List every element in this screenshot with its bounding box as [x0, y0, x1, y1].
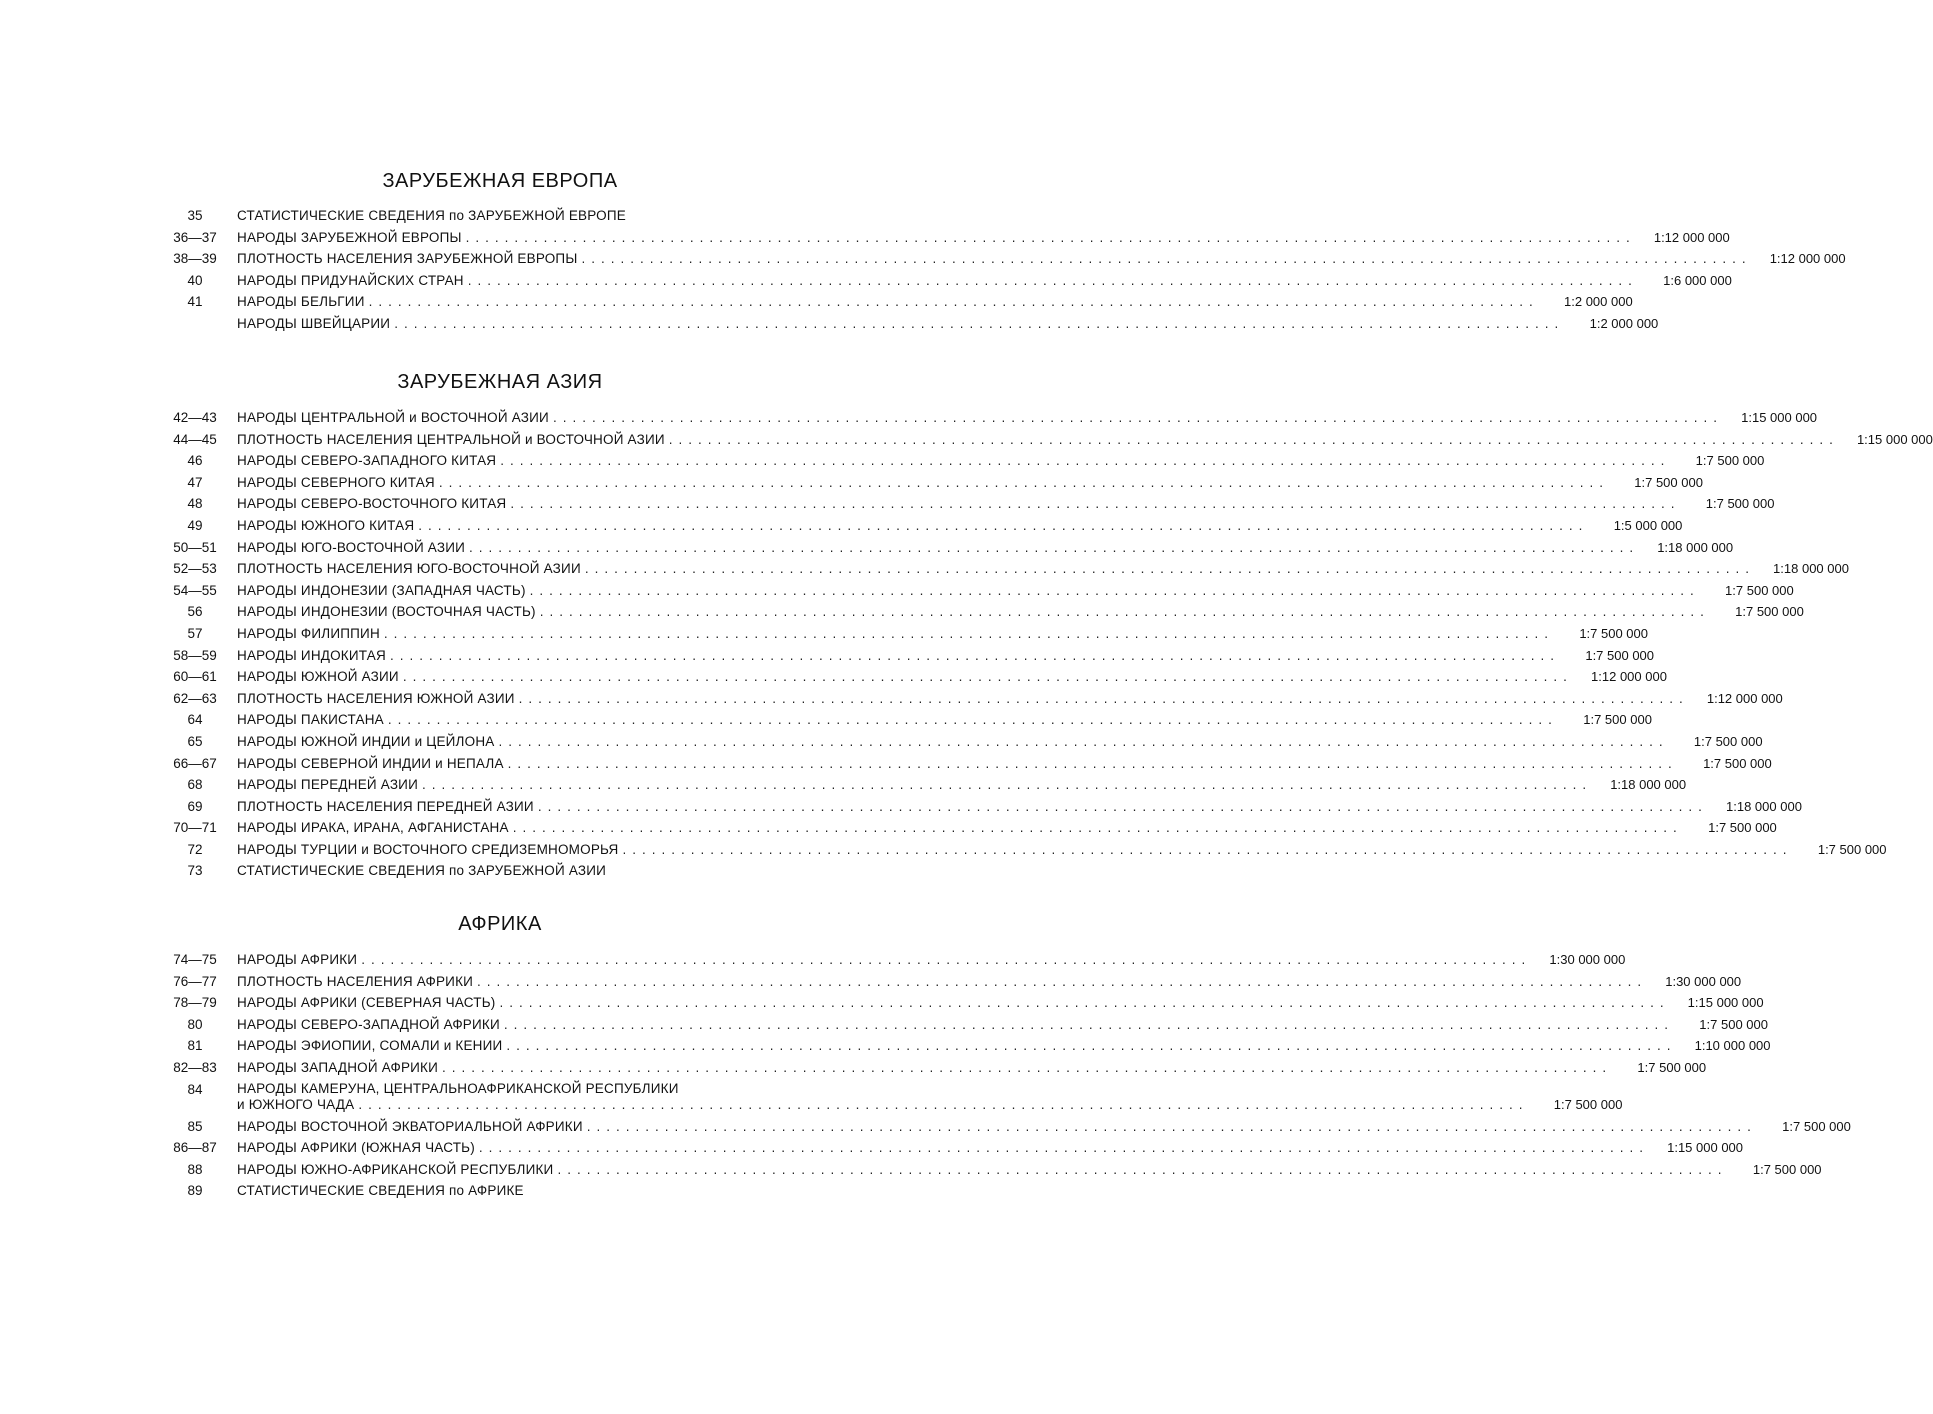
toc-row: [160, 472, 1703, 494]
dot-leader: ........................................................................................................................: [422, 777, 1593, 793]
dot-leader: ........................................................................................................................: [499, 995, 1670, 1011]
dot-leader: ........................................................................................................................: [477, 973, 1648, 989]
entry-title: НАРОДЫ ЗАРУБЕЖНОЙ ЕВРОПЫ: [237, 229, 462, 245]
entry-title: НАРОДЫ ИНДОКИТАЯ: [237, 647, 386, 663]
dot-leader: ........................................................................................................................: [581, 251, 1752, 267]
entry-title: ПЛОТНОСТЬ НАСЕЛЕНИЯ ЮЖНОЙ АЗИИ: [237, 690, 515, 706]
map-scale: 1:15 000 000: [1856, 431, 1933, 447]
entry-title: НАРОДЫ ИНДОНЕЗИИ (ЗАПАДНАЯ ЧАСТЬ): [237, 582, 526, 598]
map-scale: 1:7 500 000: [1579, 625, 1648, 641]
page-number: 81: [187, 1038, 203, 1054]
entry-title: НАРОДЫ КАМЕРУНА, ЦЕНТРАЛЬНОАФРИКАНСКОЙ РЕСПУБЛИКИ: [237, 1080, 679, 1096]
toc-row: [160, 601, 1804, 623]
page-number: 56: [187, 604, 203, 620]
page-number: 62—63: [173, 690, 217, 706]
entry-title: НАРОДЫ ИРАКА, ИРАНА, АФГАНИСТАНА: [237, 820, 509, 836]
page-number: 44—45: [173, 431, 217, 447]
dot-leader: ........................................................................................................................: [529, 582, 1700, 598]
dot-leader: ........................................................................................................................: [622, 841, 1793, 857]
toc-row: [160, 688, 1783, 710]
map-scale: 1:12 000 000: [1769, 251, 1846, 267]
page-number: 80: [187, 1016, 203, 1032]
dot-leader: ........................................................................................................................: [358, 1096, 1529, 1112]
dot-leader: ........................................................................................................................: [539, 604, 1710, 620]
page-number: 68: [187, 777, 203, 793]
section-heading-africa: АФРИКА: [458, 913, 542, 935]
toc-list-africa: [160, 949, 1851, 1202]
entry-title: НАРОДЫ СЕВЕРО-ВОСТОЧНОГО КИТАЯ: [237, 496, 507, 512]
page-number: 35: [187, 208, 203, 223]
page-number: 50—51: [173, 539, 217, 555]
page-number: 38—39: [173, 251, 217, 267]
entry-title: НАРОДЫ АФРИКИ (СЕВЕРНАЯ ЧАСТЬ): [237, 995, 496, 1011]
dot-leader: ........................................................................................................................: [498, 733, 1669, 749]
dot-leader: ........................................................................................................................: [389, 647, 1561, 663]
map-scale: 1:2 000 000: [1564, 294, 1633, 310]
page-number: 85: [187, 1118, 203, 1134]
map-scale: 1:18 000 000: [1726, 798, 1802, 814]
dot-leader: ........................................................................................................................: [503, 1016, 1674, 1032]
entry-title: НАРОДЫ СЕВЕРНОГО КИТАЯ: [237, 474, 435, 490]
entry-title: НАРОДЫ СЕВЕРО-ЗАПАДНОГО КИТАЯ: [237, 453, 497, 469]
map-scale: 1:7 500 000: [1817, 841, 1887, 857]
entry-title: НАРОДЫ АФРИКИ: [237, 952, 358, 967]
dot-leader: ........................................................................................................................: [518, 690, 1689, 706]
section-heading-europe: ЗАРУБЕЖНАЯ ЕВРОПА: [382, 170, 618, 192]
map-scale: 1:18 000 000: [1657, 539, 1734, 555]
map-scale: 1:15 000 000: [1687, 995, 1764, 1011]
toc-row: [160, 313, 1659, 335]
entry-title: СТАТИСТИЧЕСКИЕ СВЕДЕНИЯ по ЗАРУБЕЖНОЙ АЗИИ: [237, 863, 607, 879]
map-scale: 1:12 000 000: [1653, 229, 1730, 245]
page-number: 48: [187, 496, 203, 512]
toc-row: [160, 227, 1730, 249]
page-number: 73: [187, 863, 203, 879]
dot-leader: ........................................................................................................................: [368, 294, 1539, 310]
entry-title: НАРОДЫ ТУРЦИИ и ВОСТОЧНОГО СРЕДИЗЕМНОМОРЬЯ: [237, 841, 619, 857]
toc-row: [160, 291, 1633, 313]
page-number: 72: [187, 841, 203, 857]
entry-title: НАРОДЫ АФРИКИ (ЮЖНАЯ ЧАСТЬ): [237, 1140, 475, 1156]
dot-leader: ........................................................................................................................: [507, 755, 1678, 771]
page-number: 78—79: [173, 995, 217, 1011]
dot-leader: ........................................................................................................................: [442, 1059, 1613, 1075]
map-scale: 1:15 000 000: [1741, 410, 1818, 425]
entry-title: НАРОДЫ ПАКИСТАНА: [237, 712, 384, 728]
dot-leader: ........................................................................................................................: [469, 539, 1640, 555]
toc-row: [160, 817, 1777, 839]
toc-row: [160, 1116, 1851, 1138]
page-number: 60—61: [173, 669, 217, 685]
toc-list-asia: [160, 407, 1933, 882]
dot-leader: ........................................................................................................................: [552, 410, 1724, 425]
section-heading-asia: ЗАРУБЕЖНАЯ АЗИЯ: [397, 371, 603, 393]
map-scale: 1:7 500 000: [1693, 733, 1763, 749]
page-number: 49: [187, 517, 203, 533]
dot-leader: ........................................................................................................................: [383, 625, 1554, 641]
page-number: 41: [187, 294, 203, 310]
toc-row: [160, 971, 1742, 993]
page-number: 58—59: [173, 647, 217, 663]
toc-row: [160, 1035, 1771, 1057]
toc-row: [160, 645, 1655, 667]
toc-row: [160, 666, 1667, 688]
dot-leader: ........................................................................................................................: [668, 431, 1839, 447]
map-scale: 1:7 500 000: [1637, 1059, 1707, 1075]
dot-leader: ........................................................................................................................: [506, 1038, 1677, 1054]
map-scale: 1:7 500 000: [1634, 474, 1703, 490]
dot-leader: ........................................................................................................................: [467, 272, 1638, 288]
dot-leader: ........................................................................................................................: [478, 1140, 1650, 1156]
map-scale: 1:7 500 000: [1735, 604, 1804, 620]
toc-row: [160, 537, 1734, 559]
entry-title: СТАТИСТИЧЕСКИЕ СВЕДЕНИЯ по АФРИКЕ: [237, 1183, 524, 1199]
entry-title: ПЛОТНОСТЬ НАСЕЛЕНИЯ АФРИКИ: [237, 973, 474, 989]
toc-row: [160, 1014, 1768, 1036]
map-scale: 1:12 000 000: [1706, 690, 1783, 706]
map-scale: 1:18 000 000: [1773, 561, 1849, 577]
dot-leader: ........................................................................................................................: [465, 229, 1636, 245]
entry-title: НАРОДЫ ЮГО-ВОСТОЧНОЙ АЗИИ: [237, 539, 466, 555]
toc-row: [160, 407, 1818, 429]
map-scale: 1:7 500 000: [1725, 582, 1794, 598]
page-number: 84: [187, 1081, 203, 1097]
dot-leader: ........................................................................................................................: [418, 517, 1589, 533]
page-number: 66—67: [173, 755, 217, 771]
toc-row: [160, 248, 1846, 270]
toc-row: [160, 1079, 1623, 1116]
map-scale: 1:30 000 000: [1549, 952, 1626, 967]
map-scale: 1:7 500 000: [1695, 453, 1765, 469]
toc-list-europe: [160, 205, 1846, 335]
dot-leader: ........................................................................................................................: [584, 561, 1755, 577]
dot-leader: ........................................................................................................................: [512, 820, 1683, 836]
dot-leader: ........................................................................................................................: [557, 1161, 1728, 1177]
page-number: 89: [187, 1183, 203, 1199]
page-number: 76—77: [173, 973, 217, 989]
entry-title: ПЛОТНОСТЬ НАСЕЛЕНИЯ ПЕРЕДНЕЙ АЗИИ: [237, 798, 534, 814]
toc-row: [160, 1057, 1707, 1079]
toc-row: [160, 580, 1794, 602]
entry-title: НАРОДЫ ЮЖНОЙ АЗИИ: [237, 669, 399, 685]
map-scale: 1:7 500 000: [1703, 755, 1772, 771]
entry-title: СТАТИСТИЧЕСКИЕ СВЕДЕНИЯ по ЗАРУБЕЖНОЙ ЕВРОПЕ: [237, 208, 626, 223]
entry-title: НАРОДЫ ПРИДУНАЙСКИХ СТРАН: [237, 272, 464, 288]
entry-title: НАРОДЫ ЮЖНОЙ ИНДИИ и ЦЕЙЛОНА: [237, 733, 495, 749]
page-number: 69: [187, 798, 203, 814]
entry-title: НАРОДЫ ЦЕНТРАЛЬНОЙ и ВОСТОЧНОЙ АЗИИ: [237, 410, 549, 425]
page-number: 54—55: [173, 582, 217, 598]
entry-title: и ЮЖНОГО ЧАДА: [237, 1096, 355, 1112]
map-scale: 1:7 500 000: [1585, 647, 1655, 663]
toc-row: [160, 205, 832, 227]
toc-row: [160, 796, 1802, 818]
toc-row: [160, 949, 1626, 971]
toc-row: [160, 860, 832, 882]
entry-title: НАРОДЫ ФИЛИППИН: [237, 625, 380, 641]
page-number: 65: [187, 733, 203, 749]
page-number: 47: [187, 474, 203, 490]
dot-leader: ........................................................................................................................: [361, 952, 1532, 967]
map-scale: 1:5 000 000: [1613, 517, 1683, 533]
map-scale: 1:7 500 000: [1708, 820, 1777, 836]
entry-title: ПЛОТНОСТЬ НАСЕЛЕНИЯ ЮГО-ВОСТОЧНОЙ АЗИИ: [237, 561, 581, 577]
entry-title: НАРОДЫ ЮЖНОГО КИТАЯ: [237, 517, 415, 533]
entry-title: НАРОДЫ ИНДОНЕЗИИ (ВОСТОЧНАЯ ЧАСТЬ): [237, 604, 536, 620]
dot-leader: ........................................................................................................................: [510, 496, 1681, 512]
map-scale: 1:10 000 000: [1694, 1038, 1771, 1054]
map-scale: 1:7 500 000: [1782, 1118, 1851, 1134]
page-number: 88: [187, 1161, 203, 1177]
map-scale: 1:7 500 000: [1699, 1016, 1768, 1032]
toc-row: [160, 493, 1775, 515]
dot-leader: ........................................................................................................................: [586, 1118, 1757, 1134]
page-number: 86—87: [173, 1140, 217, 1156]
map-scale: 1:7 500 000: [1553, 1096, 1623, 1112]
entry-title: НАРОДЫ СЕВЕРО-ЗАПАДНОЙ АФРИКИ: [237, 1016, 500, 1032]
page-number: 70—71: [173, 820, 217, 836]
toc-row: [160, 839, 1887, 861]
map-scale: 1:12 000 000: [1591, 669, 1667, 685]
toc-row: [160, 1137, 1744, 1159]
entry-title: ПЛОТНОСТЬ НАСЕЛЕНИЯ ЗАРУБЕЖНОЙ ЕВРОПЫ: [237, 251, 578, 267]
page-number: 57: [187, 625, 203, 641]
map-scale: 1:7 500 000: [1705, 496, 1775, 512]
page-number: 46: [187, 453, 203, 469]
toc-row: [160, 709, 1652, 731]
entry-title: НАРОДЫ ЮЖНО-АФРИКАНСКОЙ РЕСПУБЛИКИ: [237, 1161, 554, 1177]
page-number: 82—83: [173, 1059, 217, 1075]
toc-row: [160, 515, 1683, 537]
toc-row: [160, 1180, 832, 1202]
toc-row: [160, 774, 1687, 796]
toc-row: [160, 753, 1772, 775]
entry-title: НАРОДЫ ВОСТОЧНОЙ ЭКВАТОРИАЛЬНОЙ АФРИКИ: [237, 1118, 583, 1134]
map-scale: 1:18 000 000: [1610, 777, 1687, 793]
dot-leader: ........................................................................................................................: [500, 453, 1671, 469]
entry-title: НАРОДЫ БЕЛЬГИИ: [237, 294, 365, 310]
page-number: 36—37: [173, 229, 217, 245]
dot-leader: ........................................................................................................................: [387, 712, 1558, 728]
page-number: 40: [187, 272, 203, 288]
entry-title: НАРОДЫ ЭФИОПИИ, СОМАЛИ и КЕНИИ: [237, 1038, 503, 1054]
map-scale: 1:2 000 000: [1589, 315, 1659, 331]
page-number: 74—75: [173, 952, 217, 967]
toc-row: [160, 270, 1732, 292]
toc-row: [160, 429, 1933, 451]
entry-title: НАРОДЫ СЕВЕРНОЙ ИНДИИ и НЕПАЛА: [237, 755, 504, 771]
dot-leader: ........................................................................................................................: [438, 474, 1609, 490]
toc-row: [160, 731, 1763, 753]
entry-title: НАРОДЫ ШВЕЙЦАРИИ: [237, 315, 391, 331]
dot-leader: ........................................................................................................................: [402, 669, 1573, 685]
toc-row: [160, 623, 1648, 645]
map-scale: 1:15 000 000: [1667, 1140, 1744, 1156]
toc-row: [160, 1159, 1822, 1181]
dot-leader: ........................................................................................................................: [394, 315, 1565, 331]
entry-title: НАРОДЫ ПЕРЕДНЕЙ АЗИИ: [237, 777, 418, 793]
entry-title: НАРОДЫ ЗАПАДНОЙ АФРИКИ: [237, 1059, 439, 1075]
toc-row: [160, 558, 1849, 580]
dot-leader: ........................................................................................................................: [537, 798, 1708, 814]
page-number: 42—43: [173, 410, 217, 425]
map-scale: 1:7 500 000: [1752, 1161, 1822, 1177]
map-scale: 1:6 000 000: [1663, 272, 1732, 288]
toc-row: [160, 992, 1764, 1014]
entry-title: ПЛОТНОСТЬ НАСЕЛЕНИЯ ЦЕНТРАЛЬНОЙ и ВОСТОЧНОЙ АЗИИ: [237, 431, 665, 447]
page-number: 52—53: [173, 561, 217, 577]
page-number: 64: [187, 712, 203, 728]
toc-row: [160, 450, 1765, 472]
map-scale: 1:7 500 000: [1583, 712, 1652, 728]
map-scale: 1:30 000 000: [1665, 973, 1742, 989]
